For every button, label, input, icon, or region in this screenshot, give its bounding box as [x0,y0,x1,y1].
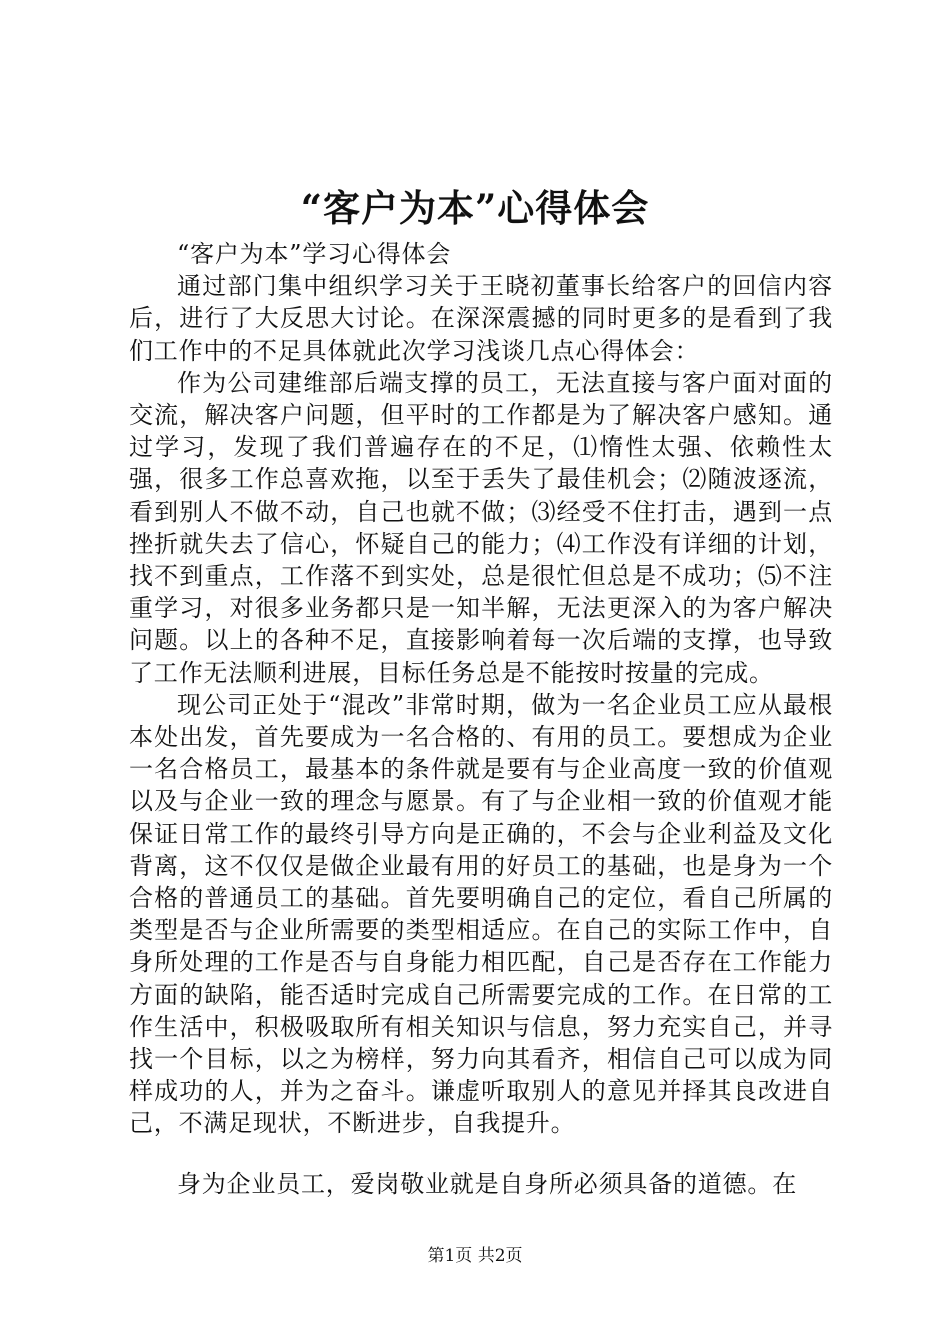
document-title: “客户为本”心得体会 [300,186,650,230]
body-paragraph: 现公司正处于“混改”非常时期，做为一名企业员工应从最根本处出发，首先要成为一名合格的、有用的员工。要想成为企业一名合格员工，最基本的条件就是要有与企业高度一致的价值观以及与企业一致的理念与愿景。有了与企业相一致的价值观才能保证日常工作的最终引导方向是正确的，不会与企业利益及文化背离，这不仅仅是做企业最有用的好员工的基础，也是身为一个合格的普通员工的基础。首先要明确自己的定位，看自己所属的类型是否与企业所需要的类型相适应。在自己的实际工作中，自身所处理的工作是否与自身能力相匹配，自己是否存在工作能力方面的缺陷，能否适时完成自己所需要完成的工作。在日常的工作生活中，积极吸取所有相关知识与信息，努力充实自己，并寻找一个目标，以之为榜样，努力向其看齐，相信自己可以成为同样成功的人，并为之奋斗。谦虚听取别人的意见并择其良改进自己，不满足现状，不断进步，自我提升。 [129,690,833,1138]
body-paragraph: 作为公司建维部后端支撑的员工，无法直接与客户面对面的交流，解决客户问题，但平时的工作都是为了解决客户感知。通过学习，发现了我们普遍存在的不足，⑴惰性太强、依赖性太强，很多工作总喜欢拖，以至于丢失了最佳机会；⑵随波逐流，看到别人不做不动，自己也就不做；⑶经受不住打击，遇到一点挫折就失去了信心，怀疑自己的能力；⑷工作没有详细的计划，找不到重点，工作落不到实处，总是很忙但总是不成功；⑸不注重学习，对很多业务都只是一知半解，无法更深入的为客户解决问题。以上的各种不足，直接影响着每一次后端的支撑，也导致了工作无法顺利进展，目标任务总是不能按时按量的完成。 [129,368,833,687]
document-body [129,238,833,1200]
subtitle-paragraph: “客户为本”学习心得体会 [177,240,452,268]
page-number-footer: 第1页 共2页 [427,1246,523,1266]
body-paragraph: 身为企业员工，爱岗敬业就是自身所必须具备的道德。在 [177,1169,797,1198]
body-paragraph: 通过部门集中组织学习关于王晓初董事长给客户的回信内容后，进行了大反思大讨论。在深深震撼的同时更多的是看到了我们工作中的不足具体就此次学习浅谈几点心得体会： [129,272,833,365]
